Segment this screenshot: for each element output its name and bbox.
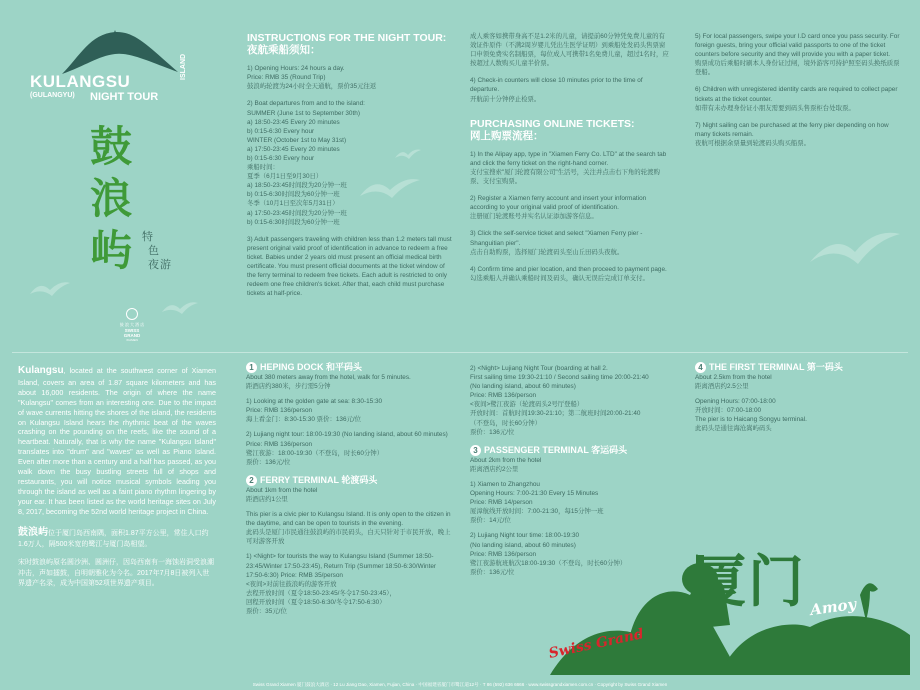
first-title: THE FIRST TERMINAL 第一码头 — [709, 362, 843, 372]
ferry-about: About 1km from the hotel — [246, 486, 318, 494]
ferry-desc-cn: 此码头是厦门市民通往鼓浪屿的市民码头，白天只针对于市民开放，晚上可对游客开放 — [246, 529, 451, 546]
logo-island-vertical: ISLAND — [180, 53, 187, 80]
purchase-item-5-cn: 购票成功后乘船时刷本人身份证过闸，境外游客可持护照至码头换纸质票登船。 — [695, 60, 900, 77]
purchase-item-5: 5) For local passengers, swipe your I.D card once you pass security. For foreign guests, bring your official valid passports to one of the ticket counters before security and they will provide you with a paper ticket. — [695, 33, 900, 59]
logo-cn-small-2: 色 — [148, 245, 159, 257]
instructions-section — [247, 32, 452, 298]
amoy-en: Amoy — [808, 594, 858, 620]
instructions-item-4-cn: 开航前十分钟停止检票。 — [470, 95, 541, 103]
instructions-item-2: 2) Boat departures from and to the island: SUMMER (June 1st to September 30th) a) 18:50-23:45 Every 20 minutes b) 0:15-6:30 Every hour WINTER (October 1st to May 31st) a) 17:50-23:45 Every 20 minutes b) 0:15-6:30 Every hour 乘船时间： 夏季（6月1日至9月30日） a) 18:50-23:45时间段为20分钟一班 b) 0:15-6:30时间段为60分钟一班 冬季（10月1日至次年5月31日） a) 17:50-23:45时间段为20分钟一班 b) 0:15-6:30时间段为60分钟一班 — [247, 100, 365, 226]
first-terminal-section — [695, 362, 900, 434]
location-pin-icon: 3 — [470, 445, 481, 456]
swiss-grand-brand: Swiss Grand — [547, 626, 646, 662]
intro-en — [18, 364, 216, 517]
hotel-logo-icon — [126, 308, 138, 320]
heping-section — [246, 362, 451, 616]
passenger-title: PASSENGER TERMINAL 客运码头 — [484, 444, 628, 455]
purchase-item-4-cn: 勾选乘船人并确认乘船时间及码头，确认无误后完成订单支付。 — [470, 274, 649, 282]
purchase-heading-cn: 网上购票流程： — [470, 129, 544, 142]
instructions-item-3-cn: 成人乘客如携带身高不足1.2米的儿童，请提前60分钟凭免费儿童的有效证件原件（不满2周岁婴儿凭出生医学证明）到乘船处发码头售票窗口申领免费实名制船票，每位成人可携带1名免费儿童，超过1名时，应按超过人数购买儿童半价票。 — [470, 33, 669, 68]
intro-cn-lead: 鼓浪屿 — [18, 526, 48, 538]
intro-en-lead: Kulangsu — [18, 365, 64, 376]
heping-detail-1: 1) Looking at the golden gate at sea: 8:30-15:30 Price: RMB 136/person 海上看金门：8:30-15:30 票价：136元/位 — [246, 398, 383, 424]
purchase-heading-en: PURCHASING ONLINE TICKETS: — [470, 117, 635, 130]
instructions-item-4: 4) Check-in counters will close 10 minutes prior to the time of departure. — [470, 77, 643, 94]
ferry-detail-1: 1) <Night> for tourists the way to Kulangsu Island (Summer 18:50-23:45/Winter 17:50-23:45), Return Trip (Summer 18:50-6:30/Winter 17:50-6:30) Price: RMB 35/person <夜间>对前往鼓浪屿的游客开放 去程开放时间（夏令18:50-23:45/冬令17:50-23:45）， 回程开放时间（夏令18:50-6:30/冬令17:50-6:30） 票价：35元/位 — [246, 553, 437, 615]
passenger-about: About 2km from the hotel — [470, 456, 542, 464]
purchase-item-7-cn: 夜航可根据余票量到轮渡码头购买船票。 — [695, 139, 811, 147]
middle-column — [470, 32, 670, 283]
passenger-about-cn: 距离酒店约2公里 — [470, 465, 519, 473]
purchase-item-6: 6) Children with unregistered identity cards are required to collect paper tickets at the ticket counter. — [695, 86, 898, 103]
ferry-desc: This pier is a civic pier to Kulangsu Island. It is only open to the citizen in the daytime, and can be open to tourists in the evening. — [246, 511, 451, 528]
purchase-item-3-cn: 点击自助购票，选择厦门轮渡码头至山丘田码头夜航。 — [470, 248, 624, 256]
passenger-detail-2: 2) Lujiang Night tour time: 18:00-19:30 (No landing island, about 60 minutes) Price: RMB 136/person 鹭江夜游航班航次18:00-19:30（不登岛，时长60分钟） 票价：136元/位 — [470, 532, 627, 576]
right-column — [695, 32, 900, 148]
logo-cn-char-2: 浪 — [90, 174, 133, 223]
logo-cn-char-1: 鼓 — [90, 122, 133, 171]
logo-cn-small-4: 游 — [160, 259, 171, 271]
instructions-item-1: 1) Opening Hours: 24 hours a day. Price: RMB 35 (Round Trip) 鼓浪屿轮渡为24小时全天通航，票价35元往返 — [247, 65, 377, 91]
ferry-title-row — [246, 475, 451, 486]
purchase-item-2: 2) Register a Xiamen ferry account and insert your information according to your original valid proof of identification. — [470, 195, 647, 212]
section-divider — [12, 352, 908, 353]
logo-subtitle: (GULANGYU) — [30, 92, 75, 99]
purchase-item-2-cn: 注册厦门轮渡账号并实名认证添加游客信息。 — [470, 213, 598, 221]
logo-cn-small-3: 夜 — [148, 259, 159, 271]
bird-icon — [30, 280, 70, 298]
intro-en-body: , located at the southwest corner of Xiamen Island, covers an area of 1.87 square kilometers and has about 16,000 residents. The origin of where the name "Kulangsu" comes from an interesting one. Due to the impact of wave currents hitting the shores of the island, the residents on Kulangsu Island hears the rhythmic beat of the waves crashing on the pounding on the reefs, like the sound of a heartbeat. Naturally, that is why the name "Kulangsu Island" translates into "drum" and "waves" as well as Piano Island. Even after more than a century and a half has passed, as you walk down the busy bustling streets full of shops and restaurants, you will notice musical symbols leading you through the island as well as a faint piano rhythm lingering by your ear. It has been listed as the world heritage sites on July 8, 2017, becoming the 52nd world heritage project in China. — [18, 366, 216, 516]
heping-about-cn: 距酒店约380米，步行需5分钟 — [246, 383, 331, 391]
location-pin-icon: 4 — [695, 362, 706, 373]
location-pin-icon: 2 — [246, 475, 257, 486]
hotel-logo — [116, 308, 148, 342]
heping-title: HEPING DOCK 和平码头 — [260, 362, 363, 372]
instructions-item-3: 3) Adult passengers traveling with children less than 1.2 meters tall must present original valid proof of identification in advance to redeem a free ticket. Babies under 2 years old must present an official medical birth certificate. You must present official documents at the ticket window of the ferry terminal to redeem free tickets. Each adult is restricted to only redeem one free children's ticket. After that, each child must purchase tickets at half-price. — [247, 235, 452, 298]
hotel-logo-sub: XIAMEN — [126, 338, 138, 342]
logo-night-tour: NIGHT TOUR — [90, 91, 159, 103]
location-pin-icon: 1 — [246, 362, 257, 373]
intro-cn-body: 位于厦门岛西南隅，面积1.87平方公里，常住人口约1.6万人，隔500米宽的鹭江与厦门岛相望。 — [18, 529, 209, 548]
ferry-title: FERRY TERMINAL 轮渡码头 — [260, 474, 378, 485]
mountain-logo-icon — [60, 26, 180, 78]
first-about: About 2.5km from the hotel — [695, 374, 772, 381]
intro-section — [18, 364, 216, 590]
footer: Swiss Grand Xiamen 厦门鼓浪大酒店 · 12 Lu Jiang Dao, Xiamen, Fujian, China · 中国福建省厦门市鹭江道12号 · T 86 (592) 636 6666 · www.swissgrandxiamen.com.cn · Copyright by Swiss Grand Xiamen — [252, 682, 668, 687]
logo-cn-small-1: 特 — [142, 231, 153, 243]
purchase-item-6-cn: 如带有未办理身份证小朋友需要到码头售票柜台处取票。 — [695, 104, 855, 112]
amoy-cn: 厦门 — [690, 549, 806, 615]
purchase-item-3: 3) Click the self-service ticket and select "Xiamen Ferry pier - Shanguitian pier". — [470, 230, 643, 247]
logo-cn-char-3: 屿 — [90, 226, 133, 275]
bird-icon — [810, 228, 900, 268]
first-detail: Opening Hours: 07:00-18:00 开放时间：07:00-18:00 The pier is to Haicang Songyu terminal. 此码头是通往海沧嵩屿码头 — [695, 398, 807, 433]
instructions-heading-cn: 夜航乘船须知： — [247, 44, 321, 57]
instructions-heading-en: INSTRUCTIONS FOR THE NIGHT TOUR: — [247, 32, 447, 44]
passenger-title-row — [470, 445, 680, 456]
intro-cn-2: 宋时鼓浪屿原名圆沙洲、圆洲仔，因岛西南有一海蚀岩洞受浪潮冲击，声如擂鼓，自明朝雅化为今名。2017年7月8日被列入世界遗产名录，成为中国第52项世界遗产项目。 — [18, 559, 214, 588]
first-title-row — [695, 362, 900, 373]
heping-detail-2: 2) Lujiang night tour: 18:00-19:30 (No landing island, about 60 minutes) Price: RMB 136/person 鹭江夜游：18:00-19:30（不登岛，时长60分钟） 票价：136元/位 — [246, 431, 448, 466]
ferry-about-cn: 距酒店约1公里 — [246, 495, 288, 503]
passenger-detail-1: 1) Xiamen to Zhangzhou Opening Hours: 7:00-21:30 Every 15 Minutes Price: RMB 14/person 厦漳航线开放时间：7:00-21:30，每15分钟一班 票价：14元/位 — [470, 480, 604, 525]
heping-about: About 380 meters away from the hotel, walk for 5 minutes. — [246, 374, 411, 381]
logo-title: KULANGSU — [30, 72, 131, 91]
purchase-item-4: 4) Confirm time and pier location, and then proceed to payment page. — [470, 265, 667, 273]
purchase-item-7: 7) Night sailing can be purchased at the ferry pier depending on how many tickets remain. — [695, 121, 889, 138]
intro-cn-1 — [18, 525, 216, 551]
hotel-logo-cn: 鼓 浪 大 酒 店 — [119, 322, 145, 327]
purchase-item-1-cn: 支付宝搜索"厦门轮渡有限公司"生活号，关注并点击右下角的轮渡购票、支付宝购票。 — [470, 168, 660, 186]
ferry-detail-2: 2) <Night> Lujiang Night Tour (boarding at hall 2. First sailing time 19:30-21:10 / Second sailing time 20:00-21:40 (No landing island, about 60 minutes) Price: RMB 136/person <夜间>鹭江夜游（轮渡码头2号厅登船） 开放时间：首航时间19:30-21:10；第二航班时间20:00-21:40 （不登岛，时长60分钟） 票价：136元/位 — [470, 365, 649, 436]
heping-title-row — [246, 362, 451, 373]
purchase-item-1: 1) In the Alipay app, type in "Xiamen Ferry Co. LTD" at the search tab and click the ferry ticket on the right-hand corner. — [470, 150, 667, 167]
first-about-cn: 距离酒店约2.5公里 — [695, 383, 749, 391]
hotel-logo-name: SWISS GRAND — [123, 328, 141, 338]
bird-icon — [162, 300, 198, 316]
